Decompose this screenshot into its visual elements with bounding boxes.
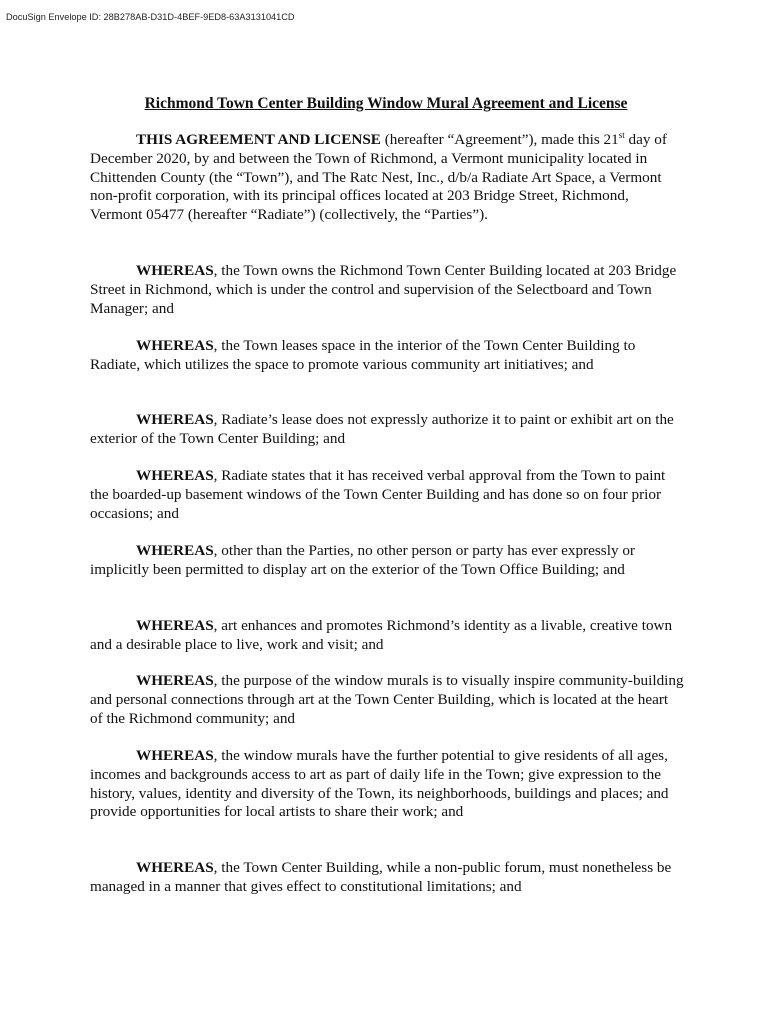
whereas-text: , the purpose of the window murals is to visually inspire community-building and personal connections through art at the Town Center Building, which is located at the heart of the Richmond community; and [90, 672, 684, 727]
whereas-label: WHEREAS [136, 467, 214, 484]
whereas-text: , the window murals have the further potential to give residents of all ages, incomes and backgrounds access to art as part of daily life in the Town; give expression to the history, values, identity and diversity of the Town, its neighborhoods, buildings and places; and provide opportunities for local artists to share their work; and [90, 747, 669, 821]
intro-text-b: day of December 2020, by and between the Town of Richmond, a Vermont municipality located in Chittenden County (the “Town”), and The Ratc Nest, Inc., d/b/a Radiate Art Space, a Vermont non-profit corporation, with its principal offices located at 203 Bridge Street, Richmond, Vermont 05477 (hereafter “Radiate”) (collectively, the “Parties”). [90, 131, 667, 224]
intro-paragraph [90, 131, 684, 225]
whereas-label: WHEREAS [136, 262, 214, 279]
intro-text-a: (hereafter “Agreement”), made this 21 [380, 131, 619, 148]
whereas-clause [90, 542, 684, 580]
whereas-clause [90, 859, 684, 897]
whereas-clause [90, 617, 684, 655]
intro-sup: st [618, 129, 625, 140]
whereas-clause [90, 411, 684, 449]
whereas-text: , Radiate states that it has received verbal approval from the Town to paint the boarded-up basement windows of the Town Center Building and has done so on four prior occasions; and [90, 467, 666, 522]
whereas-text: , the Town leases space in the interior of the Town Center Building to Radiate, which utilizes the space to promote various community art initiatives; and [90, 337, 636, 373]
whereas-text: , Radiate’s lease does not expressly authorize it to paint or exhibit art on the exterior of the Town Center Building; and [90, 411, 674, 447]
whereas-text: , the Town owns the Richmond Town Center Building located at 203 Bridge Street in Richmond, which is under the control and supervision of the Selectboard and Town Manager; and [90, 262, 677, 317]
whereas-label: WHEREAS [136, 542, 214, 559]
whereas-clause [90, 337, 684, 375]
whereas-label: WHEREAS [136, 337, 214, 354]
whereas-text: , art enhances and promotes Richmond’s identity as a livable, creative town and a desirable place to live, work and visit; and [90, 617, 673, 653]
whereas-text: , other than the Parties, no other person or party has ever expressly or implicitly been permitted to display art on the exterior of the Town Office Building; and [90, 542, 635, 578]
whereas-label: WHEREAS [136, 747, 214, 764]
whereas-label: WHEREAS [136, 672, 214, 689]
envelope-id: DocuSign Envelope ID: 28B278AB-D31D-4BEF-9ED8-63A3131041CD [6, 12, 295, 22]
intro-heading: THIS AGREEMENT AND LICENSE [136, 131, 381, 148]
whereas-clause [90, 467, 684, 523]
whereas-label: WHEREAS [136, 859, 214, 876]
document-title: Richmond Town Center Building Window Mural Agreement and License [144, 95, 628, 112]
whereas-clause [90, 672, 684, 728]
whereas-label: WHEREAS [136, 617, 214, 634]
whereas-label: WHEREAS [136, 411, 214, 428]
whereas-clause [90, 747, 684, 822]
whereas-text: , the Town Center Building, while a non-public forum, must nonetheless be managed in a manner that gives effect to constitutional limitations; and [90, 859, 672, 895]
whereas-clause [90, 262, 684, 318]
